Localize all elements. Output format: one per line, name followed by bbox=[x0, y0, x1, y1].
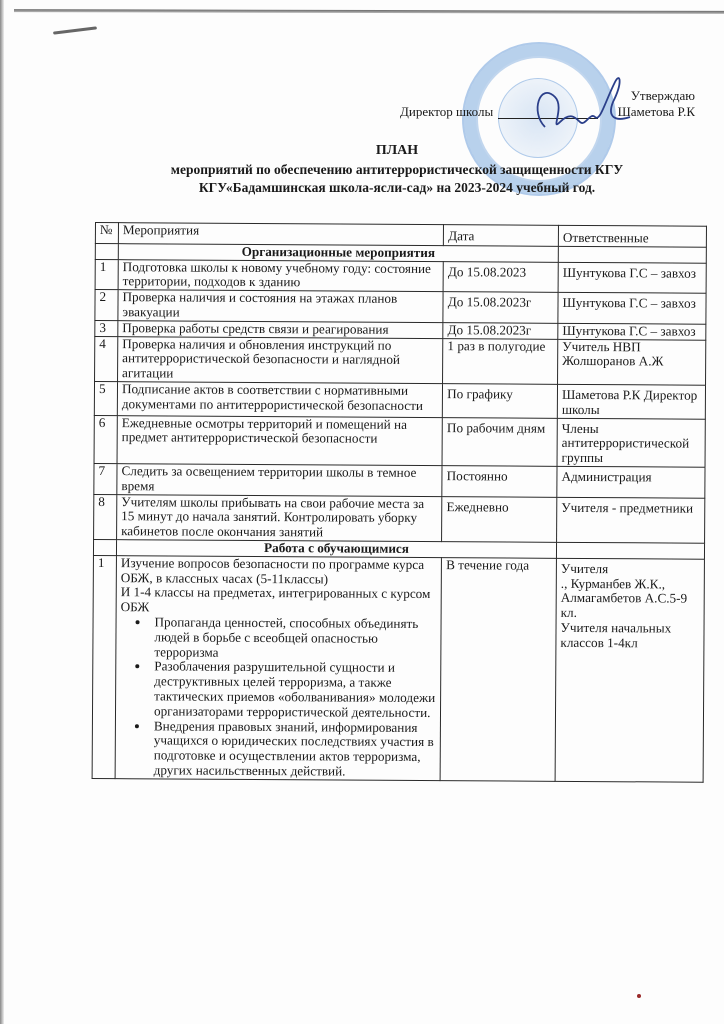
row-activity: Ежедневные осмотры территорий и помещений на предмет антитеррористической безопасности bbox=[117, 415, 443, 465]
header-date: Дата bbox=[444, 225, 559, 246]
director-name: Шаметова Р.К bbox=[617, 104, 695, 119]
row-date: 1 раз в полугодие bbox=[443, 338, 558, 384]
row-responsible: Учитель НВП Жолшоранов А.Ж bbox=[558, 339, 706, 385]
row-num: 8 bbox=[94, 494, 117, 540]
table-row bbox=[94, 415, 705, 467]
row-responsible: Администрация bbox=[557, 466, 705, 497]
row-num: 2 bbox=[95, 290, 118, 321]
row-activity: Учителям школы прибывать на свои рабочие места за 15 минут до начала занятий. Контролировать уборку кабинетов после окончания занятий bbox=[117, 494, 442, 541]
pen-mark bbox=[53, 26, 97, 34]
activity-intro: Изучение вопросов безопасности по программе курса ОБЖ, в классных часах (5-11классы) bbox=[120, 554, 425, 586]
signature-line bbox=[498, 118, 598, 119]
section-empty-cell bbox=[558, 246, 706, 263]
plan-table bbox=[92, 222, 707, 782]
row-activity: Подготовка школы к новому учебному году: состояние территории, подходов к зданию bbox=[118, 259, 443, 292]
section-num-cell bbox=[95, 243, 118, 259]
table-row bbox=[95, 290, 706, 324]
bullet-item: • Пропаганда ценностей, способных объединять людей в борьбе с всеобщей опасностью терроризма bbox=[150, 615, 436, 661]
row-date: В течение года bbox=[440, 557, 556, 781]
row-num: 4 bbox=[95, 336, 118, 382]
header-activity: Мероприятия bbox=[118, 223, 443, 246]
row-num: 7 bbox=[94, 463, 117, 494]
table-row bbox=[95, 336, 706, 385]
row-responsible bbox=[555, 558, 704, 782]
activity-intro-primary: И 1-4 классы на предметах, интегрированных с курсом ОБЖ bbox=[120, 584, 431, 615]
row-responsible: Шунтукова Г.С – завхоз bbox=[558, 293, 706, 324]
title-plan: ПЛАН bbox=[375, 143, 419, 158]
table-row bbox=[95, 259, 706, 293]
row-activity: Подписание актов в соответствии с нормативными документами по антитеррористической безопасности bbox=[117, 382, 442, 418]
section-num-cell bbox=[93, 539, 116, 555]
responsible-line: Учителя начальных классов 1-4кл bbox=[560, 619, 672, 651]
row-date: По графику bbox=[443, 384, 558, 418]
header-num: № bbox=[95, 223, 118, 244]
section-empty-cell bbox=[556, 542, 704, 559]
table-row bbox=[92, 555, 704, 782]
row-activity: Проверка работы средств связи и реагирования bbox=[118, 320, 443, 338]
title-subject: мероприятий по обеспечению антитеррористической защищенности КГУ bbox=[170, 162, 624, 177]
row-date: По рабочим дням bbox=[442, 417, 557, 466]
section-title: Организационные мероприятия bbox=[118, 243, 558, 261]
row-responsible: Шунтукова Г.С – завхоз bbox=[558, 262, 706, 293]
responsible-line: ., Курманбев Ж.К., Алмагамбетов А.С.5-9 кл. bbox=[560, 575, 688, 621]
table-row bbox=[94, 494, 705, 543]
row-date: До 15.08.2023г bbox=[443, 322, 558, 338]
document-title bbox=[0, 143, 724, 196]
row-num: 1 bbox=[92, 555, 116, 778]
responsible-line: Учителя bbox=[560, 560, 609, 576]
bullet-item: • Внедрения правовых знаний, информирования учащихся о юридических последствиях участия в подготовке и осуществлении актов терроризма, других насильственных действий. bbox=[150, 719, 437, 780]
row-activity: Проверка наличия и обновления инструкций по антитеррористической безопасности и наглядной агитации bbox=[118, 336, 443, 383]
approve-word: Утверждаю bbox=[630, 88, 695, 103]
row-date: До 15.08.2023г bbox=[443, 292, 558, 323]
scan-edge-top bbox=[14, 9, 724, 14]
activity-bullets bbox=[120, 615, 437, 780]
row-activity bbox=[115, 555, 442, 780]
row-responsible: Члены антитеррористической группы bbox=[557, 418, 705, 467]
row-activity: Проверка наличия и состояния на этажах планов эвакуации bbox=[118, 290, 443, 323]
bullet-item: • Разоблачения разрушительной сущности и деструктивных целей терроризма, а также тактических приемов «оболванивания» молодежи организаторами террористической деятельности. bbox=[150, 660, 437, 721]
table-row bbox=[94, 381, 705, 418]
row-date: Ежедневно bbox=[442, 496, 557, 542]
approval-block bbox=[400, 88, 695, 124]
title-organization: КГУ«Бадамшинская школа-ясли-сад» на 2023-2024 учебный год. bbox=[198, 180, 596, 195]
row-activity: Следить за освещением территории школы в темное время bbox=[117, 464, 442, 497]
ink-dot bbox=[637, 994, 641, 998]
row-num: 5 bbox=[94, 381, 117, 415]
row-responsible: Шаметова Р.К Директор школы bbox=[557, 384, 705, 418]
row-num: 1 bbox=[95, 259, 118, 290]
row-num: 3 bbox=[95, 320, 118, 336]
row-date: Постоянно bbox=[442, 466, 557, 497]
director-label: Директор школы bbox=[400, 104, 494, 119]
section-title: Работа с обучающимися bbox=[116, 540, 556, 558]
row-responsible: Учителя - предметники bbox=[557, 497, 705, 543]
header-responsible: Ответственные bbox=[558, 225, 706, 247]
table-row bbox=[94, 463, 705, 497]
row-num: 6 bbox=[94, 415, 117, 464]
row-date: До 15.08.2023 bbox=[443, 261, 558, 292]
row-responsible: Шунтукова Г.С – завхоз bbox=[558, 323, 706, 340]
